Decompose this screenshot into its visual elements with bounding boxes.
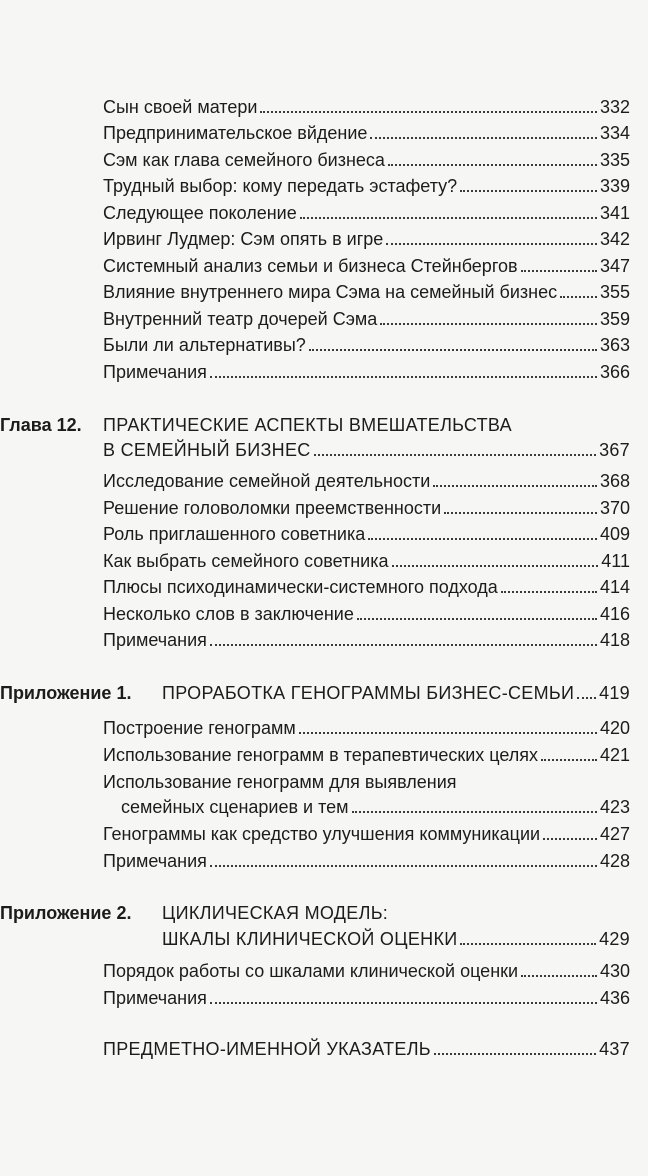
appendix-title-entry[interactable] [162,924,630,950]
leader-dots [352,811,597,813]
leader-dots [577,697,596,699]
toc-entry[interactable] [121,792,630,818]
toc-entry-title: Были ли альтернативы? [103,335,306,355]
appendix-title: ПРОРАБОТКА ГЕНОГРАММЫ БИЗНЕС-СЕМЬИ [162,683,575,703]
leader-dots [560,296,597,298]
leader-dots [210,865,597,867]
toc-entry-page: 414 [599,577,630,597]
leader-dots [357,618,597,620]
toc-entry-title: Системный анализ семьи и бизнеса Стейнбергов [103,256,518,276]
toc-entry-title: Примечания [103,630,207,650]
toc-entry-title: Плюсы психодинамически-системного подхода [103,577,498,597]
toc-entry-title: Решение головоломки преемственности [103,498,442,518]
appendix-label: Приложение 2. [0,903,132,923]
toc-entry-title-line1[interactable]: Использование генограмм для выявления [103,772,457,792]
toc-entry[interactable] [103,819,630,845]
toc-entry-page: 416 [599,604,630,624]
toc-entry-title-line2: семейных сценариев и тем [121,797,349,817]
leader-dots [386,243,597,245]
toc-entry-title: Примечания [103,988,207,1008]
toc-entry[interactable] [103,740,630,766]
leader-dots [521,975,597,977]
toc-entry-page: 427 [599,824,630,844]
toc-entry-title: Предпринимательское вйдение [103,123,368,143]
toc-entry-page: 367 [599,440,630,460]
toc-entry-page: 366 [599,362,630,382]
toc-entry-title: Ирвинг Лудмер: Сэм опять в игре [103,229,384,249]
leader-dots [210,1002,597,1004]
toc-entry-title: Следующее поколение [103,203,297,223]
leader-dots [300,217,597,219]
leader-dots [501,591,597,593]
toc-entry-page: 430 [599,961,630,981]
toc-entry-page: 355 [599,282,630,302]
leader-dots [314,454,597,456]
toc-entry-title: Роль приглашенного советника [103,524,366,544]
leader-dots [210,376,597,378]
toc-entry[interactable] [103,713,630,739]
leader-dots [460,943,596,945]
toc-entry-page: 339 [599,176,630,196]
toc-entry-page: 334 [599,123,630,143]
leader-dots [210,644,597,646]
leader-dots [444,512,597,514]
leader-dots [370,137,597,139]
index-entry[interactable] [103,1034,630,1060]
appendix-title-line1[interactable]: ЦИКЛИЧЕСКАЯ МОДЕЛЬ: [162,903,389,923]
leader-dots [460,190,597,192]
chapter-title-entry[interactable] [103,435,630,461]
toc-entry[interactable] [103,171,630,197]
toc-entry-page: 419 [599,683,630,703]
toc-entry-page: 428 [599,851,630,871]
toc-entry[interactable] [103,546,630,572]
toc-entry-title: Примечания [103,362,207,382]
toc-entry-title: Как выбрать семейного советника [103,551,389,571]
toc-entry-page: 429 [599,929,630,949]
toc-entry-page: 342 [599,229,630,249]
leader-dots [380,323,597,325]
toc-entry-page: 370 [599,498,630,518]
toc-entry-page: 411 [601,551,630,571]
leader-dots [368,538,597,540]
toc-entry[interactable] [103,599,630,625]
appendix-title-line2: ШКАЛЫ КЛИНИЧЕСКОЙ ОЦЕНКИ [162,929,458,949]
toc-entry[interactable] [103,983,630,1009]
toc-entry-page: 436 [599,988,630,1008]
toc-entry[interactable] [103,519,630,545]
leader-dots [309,349,597,351]
index-title: ПРЕДМЕТНО-ИМЕННОЙ УКАЗАТЕЛЬ [103,1039,431,1059]
toc-entry[interactable] [103,198,630,224]
leader-dots [299,732,597,734]
toc-entry-page: 341 [599,203,630,223]
leader-dots [434,1053,596,1055]
toc-entry-page: 359 [599,309,630,329]
toc-entry-page: 363 [599,335,630,355]
toc-entry-title: Сын своей матери [103,97,258,117]
toc-entry-title: Использование генограмм в терапевтических целях [103,745,539,765]
toc-entry-page: 335 [599,150,630,170]
toc-entry[interactable] [103,846,630,872]
leader-dots [392,565,599,567]
toc-entry-page: 409 [599,524,630,544]
toc-entry-title: Сэм как глава семейного бизнеса [103,150,385,170]
leader-dots [388,164,597,166]
toc-entry[interactable] [103,493,630,519]
toc-entry-title: Генограммы как средство улучшения коммуникации [103,824,541,844]
toc-entry-page: 437 [599,1039,630,1059]
toc-entry-page: 347 [599,256,630,276]
toc-entry[interactable] [103,956,630,982]
toc-entry-page: 368 [599,471,630,491]
toc-entry[interactable] [103,118,630,144]
leader-dots [260,111,597,113]
leader-dots [433,485,597,487]
toc-entry[interactable] [103,277,630,303]
toc-entry[interactable] [103,251,630,277]
toc-entry-page: 332 [599,97,630,117]
toc-entry-title: Внутренний театр дочерей Сэма [103,309,378,329]
toc-entry[interactable] [103,572,630,598]
toc-entry-title: Трудный выбор: кому передать эстафету? [103,176,458,196]
toc-entry[interactable] [103,466,630,492]
toc-entry[interactable] [103,357,630,383]
toc-entry-page: 421 [599,745,630,765]
chapter-label: Глава 12. [0,415,82,435]
chapter-title[interactable]: ПРАКТИЧЕСКИЕ АСПЕКТЫ ВМЕШАТЕЛЬСТВА [103,415,512,435]
toc-entry-title: Порядок работы со шкалами клинической оценки [103,961,519,981]
toc-entry[interactable] [103,145,630,171]
leader-dots [543,838,597,840]
toc-entry-page: 418 [599,630,630,650]
toc-entry-title: Построение генограмм [103,718,296,738]
toc-entry[interactable] [103,92,630,118]
toc-entry[interactable] [103,625,630,651]
appendix-title-entry[interactable] [162,678,630,704]
toc-entry-title: Влияние внутреннего мира Сэма на семейный бизнес [103,282,558,302]
leader-dots [521,270,597,272]
toc-entry-title: Несколько слов в заключение [103,604,354,624]
chapter-title-line2: В СЕМЕЙНЫЙ БИЗНЕС [103,440,311,460]
toc-entry[interactable] [103,224,630,250]
toc-entry-page: 423 [599,797,630,817]
appendix-label: Приложение 1. [0,683,132,703]
toc-entry[interactable] [103,304,630,330]
toc-entry-title: Исследование семейной деятельности [103,471,431,491]
leader-dots [541,759,597,761]
toc-entry-page: 420 [599,718,630,738]
toc-entry-title: Примечания [103,851,207,871]
toc-entry[interactable] [103,330,630,356]
